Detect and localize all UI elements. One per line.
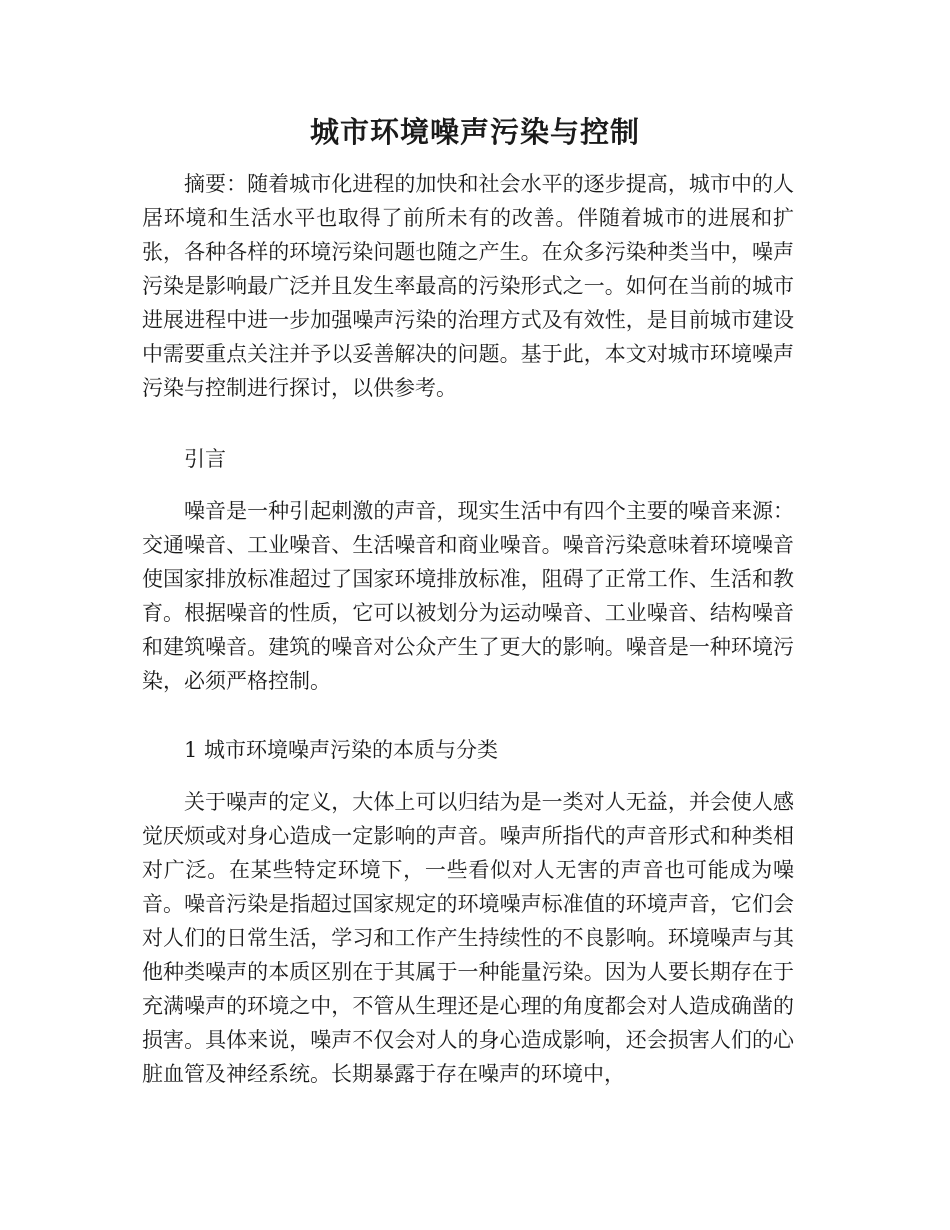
section-1-heading: 1 城市环境噪声污染的本质与分类	[184, 738, 499, 762]
section-1-paragraph: 关于噪声的定义，大体上可以归结为是一类对人无益，并会使人感觉厌烦或对身心造成一定影响的声音。噪声所指代的声音形式和种类相对广泛。在某些特定环境下，一些看似对人无害的声音也可能成为噪音。噪音污染是指超过国家规定的环境噪声标准值的环境声音，它们会对人们的日常生活，学习和工作产生持续性的不良影响。环境噪声与其他种类噪声的本质区别在于其属于一种能量污染。因为人要长期存在于充满噪声的环境之中，不管从生理还是心理的角度都会对人造成确凿的损害。具体来说，噪声不仅会对人的身心造成影响，还会损害人们的心脏血管及神经系统。长期暴露于存在噪声的环境中，	[142, 790, 794, 1086]
intro-heading: 引言	[184, 447, 226, 471]
abstract-paragraph: 摘要：随着城市化进程的加快和社会水平的逐步提高，城市中的人居环境和生活水平也取得了前所未有的改善。伴随着城市的进展和扩张，各种各样的环境污染问题也随之产生。在众多污染种类当中，噪声污染是影响最广泛并且发生率最高的污染形式之一。如何在当前的城市进展进程中进一步加强噪声污染的治理方式及有效性，是目前城市建设中需要重点关注并予以妥善解决的问题。基于此，本文对城市环境噪声污染与控制进行探讨，以供参考。	[142, 172, 794, 400]
document-title: 城市环境噪声污染与控制	[309, 115, 640, 149]
intro-paragraph: 噪音是一种引起刺激的声音，现实生活中有四个主要的噪音来源：交通噪音、工业噪音、生活噪音和商业噪音。噪音污染意味着环境噪音使国家排放标准超过了国家环境排放标准，阻碍了正常工作、生活和教育。根据噪音的性质，它可以被划分为运动噪音、工业噪音、结构噪音和建筑噪音。建筑的噪音对公众产生了更大的影响。噪音是一种环境污染，必须严格控制。	[142, 499, 794, 693]
